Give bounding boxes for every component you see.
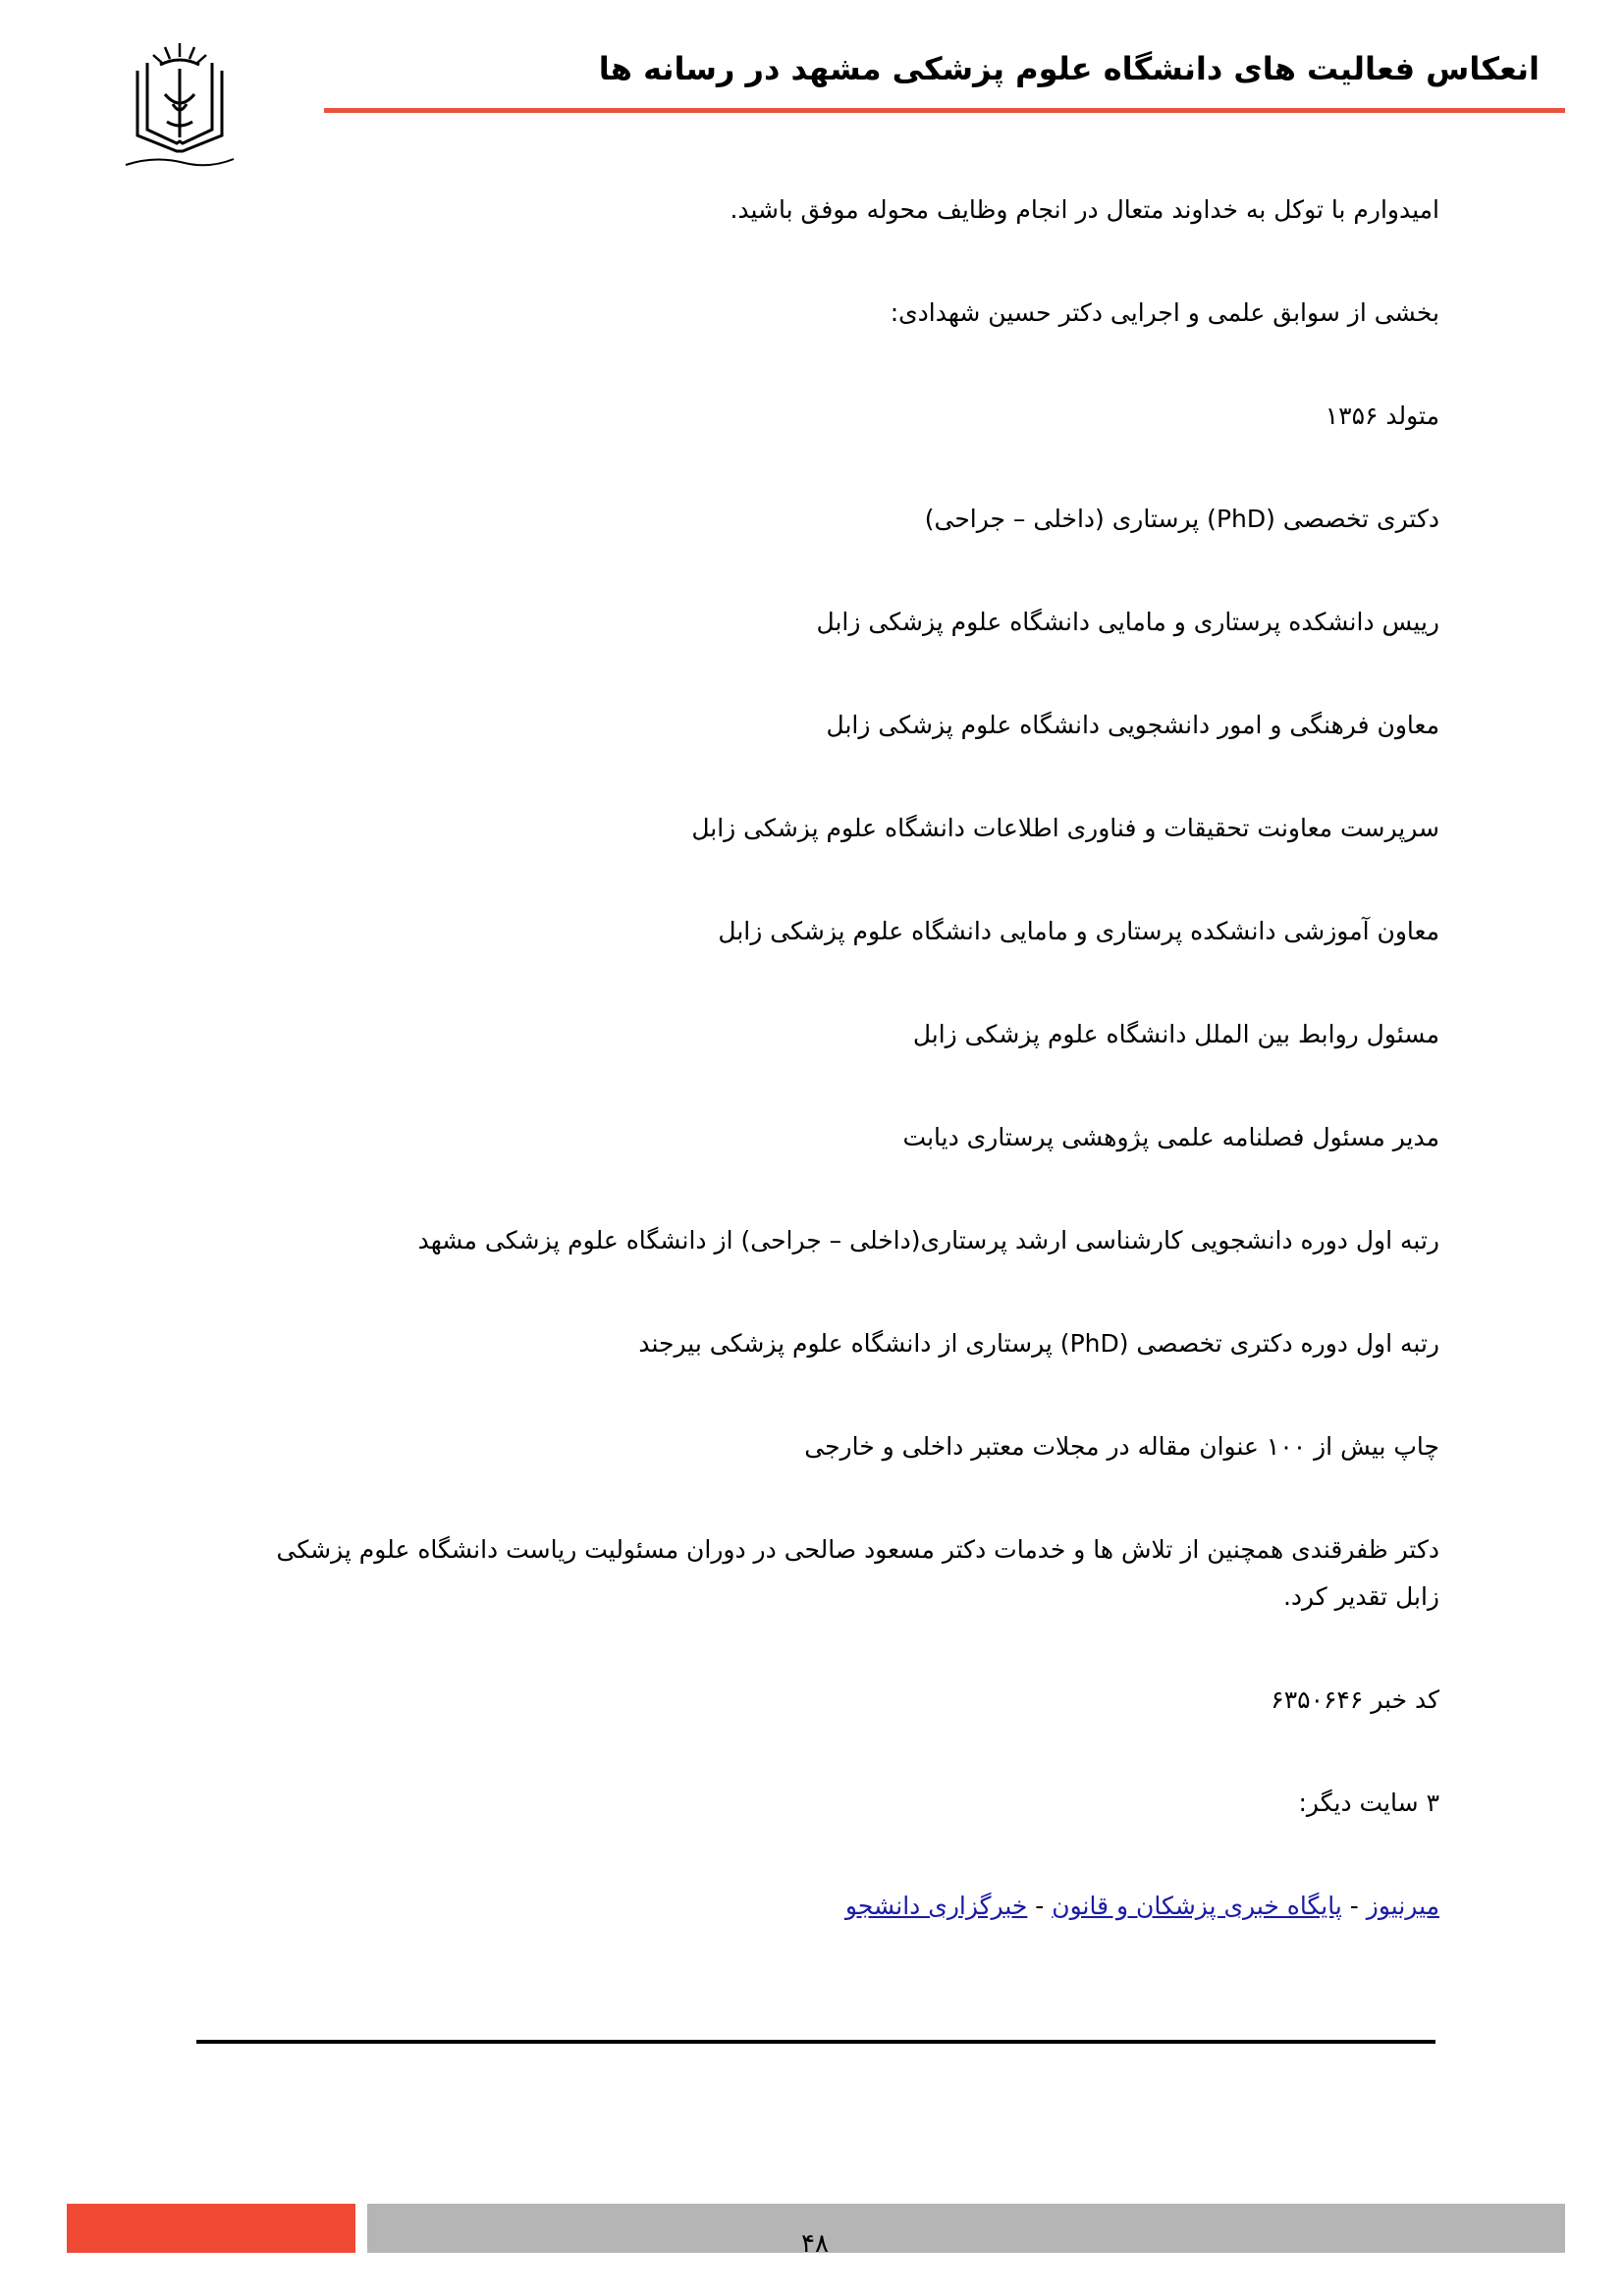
footer-divider: [196, 2040, 1435, 2044]
other-sites-heading: ۳ سایت دیگر:: [1298, 1789, 1439, 1817]
paragraph: رتبه اول دوره دانشجویی کارشناسی ارشد پرستاری(داخلی – جراحی) از دانشگاه علوم پزشکی مشهد: [417, 1226, 1439, 1255]
paragraph: متولد ۱۳۵۶: [1325, 401, 1439, 430]
article-body: [234, 187, 1439, 1930]
paragraph: مسئول روابط بین الملل دانشگاه علوم پزشکی زابل: [912, 1020, 1439, 1048]
footer-red-bar: [67, 2204, 355, 2253]
news-code: کد خبر ۶۳۵۰۶۴۶: [1271, 1685, 1439, 1714]
paragraph: دکتر ظفرقندی همچنین از تلاش ها و خدمات دکتر مسعود صالحی در دوران مسئولیت ریاست دانشگاه علوم پزشکی زابل تقدیر کرد.: [276, 1535, 1439, 1611]
link-separator: -: [1035, 1892, 1045, 1920]
university-seal-icon: [116, 35, 244, 173]
paragraph: امیدوارم با توکل به خداوند متعال در انجام وظایف محوله موفق باشید.: [730, 195, 1439, 224]
paragraph: رتبه اول دوره دکتری تخصصی (PhD) پرستاری از دانشگاه علوم پزشکی بیرجند: [638, 1329, 1439, 1358]
paragraph: رییس دانشکده پرستاری و مامایی دانشگاه علوم پزشکی زابل: [816, 608, 1439, 636]
page-number: ۴۸: [801, 2229, 829, 2259]
paragraph: دکتری تخصصی (PhD) پرستاری (داخلی – جراحی): [924, 505, 1439, 533]
paragraph: معاون فرهنگی و امور دانشجویی دانشگاه علوم پزشکی زابل: [826, 711, 1439, 739]
page-header-title: انعکاس فعالیت های دانشگاه علوم پزشکی مشهد در رسانه ها: [598, 50, 1540, 87]
paragraph: چاپ بیش از ۱۰۰ عنوان مقاله در مجلات معتبر داخلی و خارجی: [804, 1432, 1439, 1461]
link-student-news-agency[interactable]: خبرگزاری دانشجو: [844, 1892, 1028, 1920]
link-mirnews[interactable]: میرنیوز: [1366, 1892, 1439, 1920]
paragraph: مدیر مسئول فصلنامه علمی پژوهشی پرستاری دیابت: [902, 1123, 1439, 1151]
link-separator: -: [1349, 1892, 1359, 1920]
link-doctors-and-law[interactable]: پایگاه خبری پزشکان و قانون: [1052, 1892, 1342, 1920]
header-divider: [324, 108, 1565, 113]
paragraph: بخشی از سوابق علمی و اجرایی دکتر حسین شهدادی:: [890, 298, 1439, 327]
footer-grey-bar: [367, 2204, 1565, 2253]
paragraph: معاون آموزشی دانشکده پرستاری و مامایی دانشگاه علوم پزشکی زابل: [718, 917, 1439, 945]
source-links: [234, 1883, 1439, 1930]
paragraph: سرپرست معاونت تحقیقات و فناوری اطلاعات دانشگاه علوم پزشکی زابل: [691, 814, 1439, 842]
